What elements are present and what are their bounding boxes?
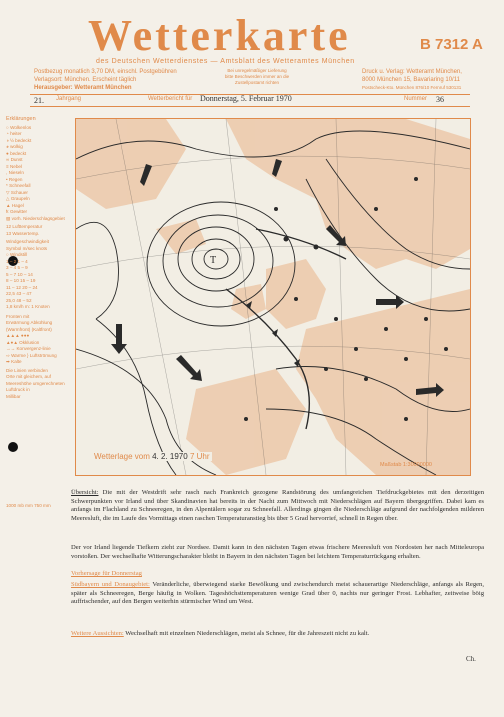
forecast-text: Veränderliche, überwiegend starke Bewölkung und zwischendurch meist schauerartige Niederschläge, anfangs als Regen, später als Schneeregen, Berge häufig in Wolken. Tageshöchsttemperaturen wenige Grad über 0, nachts nur geringer Frost. Lebhafter, zeitweise böig auffrischender, auf den Bergen weiterhin stürmischer Wind um West. xyxy=(71,581,484,605)
legend-item: ◔ heiter xyxy=(6,131,22,136)
isobar xyxy=(76,222,119,319)
complaint-note xyxy=(202,68,312,86)
region-label: Südbayern und Donaugebiet: xyxy=(71,581,150,588)
legend-item: ≡ Nebel xyxy=(6,163,22,169)
subscription-line: Postbezug monatlich 3,70 DM, einschl. Postgebühren xyxy=(34,69,177,75)
legend-label: Nieseln xyxy=(8,170,24,175)
station xyxy=(364,377,368,381)
isobar-note-line: Orte mit gleichem, auf xyxy=(6,374,51,379)
masthead-subtitle: des Deutschen Wetterdienstes — Amtsblatt des Wetteramtes München xyxy=(96,58,355,65)
report-date xyxy=(200,94,292,103)
jahrgang-label: Jahrgang xyxy=(56,96,82,102)
station xyxy=(384,327,388,331)
station xyxy=(334,317,338,321)
further-outlook-label: Weitere Aussichten: xyxy=(71,630,124,637)
warm-front-bump xyxy=(314,245,319,250)
legend-label: wolkig xyxy=(10,144,23,149)
legend-label: heiter xyxy=(10,131,22,136)
legend xyxy=(6,116,80,496)
station xyxy=(294,297,298,301)
issue-year-number: 21. xyxy=(34,96,44,105)
front-symbols: ▲▲▲ ●●● xyxy=(6,333,30,338)
legend-item: ▲ Hagel xyxy=(6,202,24,208)
printer-line: Postscheck-Kto. München 876/10 Fernruf 530131 xyxy=(362,85,462,90)
legend-item: * Schneefall xyxy=(6,183,31,188)
legend-label: Warme xyxy=(11,352,26,358)
station xyxy=(324,367,328,371)
printer-info xyxy=(362,68,482,92)
map-scale: Maßstab 1:30000000 xyxy=(380,462,432,468)
fronts-sub2: (Warmfront) (Kaltfront) xyxy=(6,326,52,332)
legend-item: △ Graupeln xyxy=(6,196,30,201)
legend-label: vorh. Niederschlagsgebiet xyxy=(11,215,65,221)
isobar-note-line: Die Linien verbinden xyxy=(6,367,48,373)
nummer-label: Nummer xyxy=(404,96,428,102)
station xyxy=(424,317,428,321)
legend-label: Konvergenz-linie xyxy=(16,346,51,351)
complaint-line: Bei unregelmäßiger Lieferung xyxy=(227,68,287,73)
legend-label: Regen xyxy=(8,176,23,182)
wind-note: 1,8 km/h m: 1 Knoten xyxy=(6,304,50,309)
legend-label: Schauer xyxy=(10,189,28,195)
legend-label: Okklusion xyxy=(19,339,40,345)
legend-label: Lufttemperatur xyxy=(12,224,43,229)
overview-paragraph xyxy=(71,489,484,523)
legend-label: Kalte xyxy=(11,359,22,364)
legend-label: Wolkenlos xyxy=(10,124,32,130)
legend-item: →→ Konvergenz-linie xyxy=(6,346,51,351)
wind-row: Symbol m/sec knots xyxy=(6,245,48,251)
wind-row: 3 – 4 5 – 9 xyxy=(6,265,28,270)
legend-item: ▲●▲ Okklusion xyxy=(6,339,40,345)
synoptic-map xyxy=(75,118,471,476)
legend-item: ◕ wolkig xyxy=(6,144,23,149)
pressure-scale: 1000 mb mm 750 mm xyxy=(6,503,51,508)
wind-row: 22,5 43 – 47 xyxy=(6,291,32,296)
isobar-note-line: Meereshöhe umgerechneten xyxy=(6,380,65,386)
report-label: Wetterbericht für xyxy=(148,96,193,102)
legend-item: ▧ vorh. Niederschlagsgebiet xyxy=(6,215,65,221)
wind-row: 1 – 2 1 – 4 xyxy=(6,258,28,264)
fronts-sub: Erwärmung Abkühlung xyxy=(6,320,53,325)
legend-label: Dunst xyxy=(10,157,23,162)
legend-label: bedeckt xyxy=(10,150,27,156)
station xyxy=(354,347,358,351)
outlook-paragraph: Der vor Irland liegende Tiefkern zieht zur Nordsee. Damit kann in den nächsten Tagen etwas frischere Meeresluft von Nordosten her nach Mitteleuropa vorstoßen. Der wechselhafte Witterungscharakter bleibt in Bayern in den nächsten Tagen bei leichtem Temperaturrückgang erhalten. xyxy=(71,544,484,560)
printer-line: 8000 München 15, Bavariaring 10/11 xyxy=(362,77,460,83)
issue-rule xyxy=(30,106,470,107)
printer-line: Druck u. Verlag: Wetteramt München, xyxy=(362,69,462,75)
legend-label: ½ bedeckt xyxy=(10,137,32,143)
nummer-number: 36 xyxy=(436,95,444,104)
masthead-title: Wetterkarte xyxy=(88,11,351,60)
map-svg xyxy=(76,119,470,475)
legend-item: ○ Wolkenlos xyxy=(6,124,32,130)
legend-item: ▽ Schauer xyxy=(6,189,28,195)
station xyxy=(444,347,448,351)
wetterlage-label: Wetterlage vom xyxy=(94,452,150,461)
airflow-arrow xyxy=(176,355,202,381)
legend-item: ◑ ½ bedeckt xyxy=(6,137,32,143)
fronts-title: Fronten mit xyxy=(6,313,30,319)
legend-item: ➡ Kalte xyxy=(6,359,22,364)
low-pressure-label: T xyxy=(210,255,217,266)
station xyxy=(374,207,378,211)
overview-label: Übersicht: xyxy=(71,489,99,496)
report-date-text: Donnerstag, 5. Februar 1970 xyxy=(200,94,292,103)
issue-year xyxy=(34,96,44,105)
station xyxy=(244,417,248,421)
legend-item: 12 Lufttemperatur xyxy=(6,224,43,229)
isobar-note-line: Luftdruck in xyxy=(6,387,30,392)
wetterlage-time: 7 Uhr xyxy=(189,452,210,461)
legend-item: , Nieseln xyxy=(6,170,24,175)
wetterlage-date: 4. 2. 1970 xyxy=(152,452,188,461)
wind-row: 11 – 12 20 – 24 xyxy=(6,284,38,290)
wind-row: 8 – 10 15 – 19 xyxy=(6,278,36,283)
ireland-land xyxy=(231,284,266,319)
nummer-value xyxy=(436,95,444,104)
isobar-note xyxy=(6,368,80,401)
station xyxy=(414,177,418,181)
isobar-note-line: Millibar xyxy=(6,393,21,399)
publisher-line: Herausgeber: Wetteramt München xyxy=(34,85,132,91)
forecast-heading xyxy=(71,570,484,579)
legend-title: Erklärungen xyxy=(6,116,36,122)
wind-row: ○ Windstill xyxy=(6,252,28,257)
warm-front-bump xyxy=(284,237,289,242)
legend-label: Luftströmung xyxy=(29,352,57,358)
legend-item: ● bedeckt xyxy=(6,150,27,156)
station xyxy=(404,417,408,421)
legend-label: Schneefall xyxy=(9,183,31,188)
wind-row: 25,0 48 – 52 xyxy=(6,297,32,303)
legend-label: Gewitter xyxy=(9,209,28,214)
airflow-arrow xyxy=(111,324,127,354)
legend-item: ꝁ Gewitter xyxy=(6,209,28,214)
wetterlage-caption xyxy=(92,452,212,461)
station xyxy=(274,207,278,211)
wind-row: 5 – 7 10 – 14 xyxy=(6,271,33,277)
publication-code: B 7312 A xyxy=(420,36,483,53)
subscription-line: Verlagsort: München. Erscheint täglich xyxy=(34,77,137,83)
iceland-land xyxy=(156,219,206,254)
overview-text: Die mit der Westdrift sehr rasch nach Frankreich gezogene Randstörung des umfangreichen Tiefdruckgebietes mit den derzeitigen Schwerpunkten vor Irland und über Skandinavien hat bereits in der Nacht zum Mittwoch mit Niederschlägen auf Bayern übergegriffen. Dabei kam es anfangs im Flachland zu Schneeregen, in den Alpentälern sogar zu Schneefall. Allerdings gingen die Niederschläge aufgrund der nachfolgenden milderen Meeresluft, die im Laufe des Vormittags einen raschen Temperaturanstieg bis über 5 Grad hervorrief, schnell in Regen über. xyxy=(71,489,484,522)
complaint-line: Zustellpostamt richten xyxy=(234,80,280,85)
legend-item: 13 Wassertemp. xyxy=(6,230,40,236)
station xyxy=(404,357,408,361)
subscription-info xyxy=(34,68,184,92)
further-outlook-text: Wechselhaft mit einzelnen Niederschlägen, meist als Schnee, für die Jahreszeit nicht zu kalt. xyxy=(125,630,370,637)
wind-title: Windgeschwindigkeit xyxy=(6,239,49,244)
europe-land xyxy=(296,289,470,475)
forecast-label: Vorhersage für Donnerstag xyxy=(71,570,142,577)
legend-label: Nebel xyxy=(9,163,22,169)
legend-item: ∞ Dunst xyxy=(6,157,23,162)
legend-label: Wassertemp. xyxy=(12,230,40,236)
britain-land xyxy=(266,259,326,329)
signature: Ch. xyxy=(466,655,476,663)
legend-label: Graupeln xyxy=(10,196,30,201)
forecast-paragraph xyxy=(71,581,484,607)
further-outlook-paragraph xyxy=(71,630,484,639)
legend-item: • Regen xyxy=(6,176,23,182)
complaint-line: bitte Beschwerden immer an die xyxy=(224,74,290,79)
legend-item: ⇨ Warme } Luftströmung xyxy=(6,352,57,358)
legend-label: Hagel xyxy=(11,202,24,208)
